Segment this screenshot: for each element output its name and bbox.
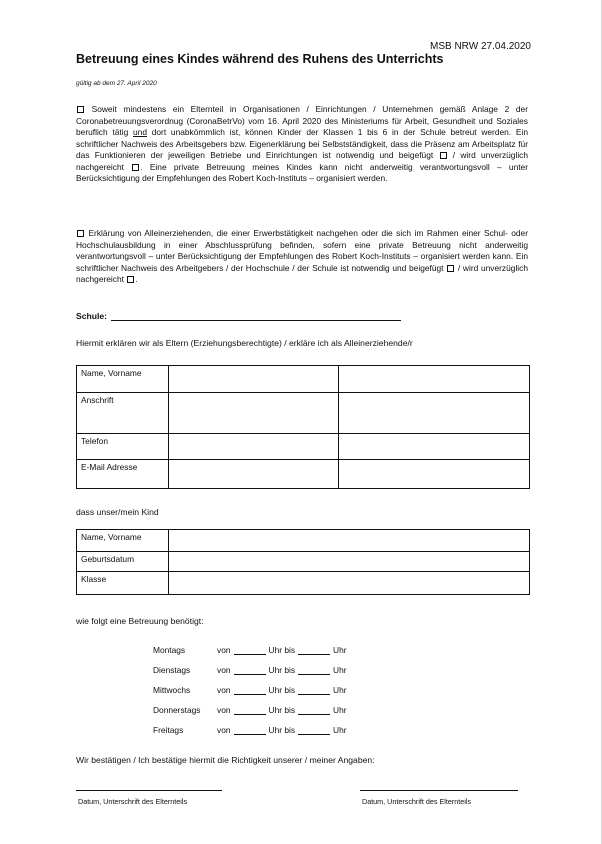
parent-name-label: Name, Vorname: [77, 366, 169, 393]
time-from-input[interactable]: [234, 646, 266, 655]
child-name-label: Name, Vorname: [77, 530, 169, 552]
day-label: Dienstags: [153, 665, 191, 675]
time-to-input[interactable]: [298, 706, 330, 715]
parent2-name-cell[interactable]: [339, 366, 530, 393]
essential-workers-checkbox[interactable]: [77, 106, 84, 113]
time-to-input[interactable]: [298, 686, 330, 695]
school-field: [76, 311, 401, 321]
child-class-label: Klasse: [77, 572, 169, 595]
time-from-input[interactable]: [234, 686, 266, 695]
child-birthdate-cell[interactable]: [169, 552, 530, 572]
parent-email-label: E-Mail Adresse: [77, 460, 169, 489]
parent2-phone-cell[interactable]: [339, 434, 530, 460]
parent1-phone-cell[interactable]: [169, 434, 339, 460]
schedule-row-thursday: Donnerstags von Uhr bis Uhr: [153, 705, 347, 715]
child-class-cell[interactable]: [169, 572, 530, 595]
time-from-input[interactable]: [234, 666, 266, 675]
proof-attached-checkbox[interactable]: [440, 152, 447, 159]
parent2-email-cell[interactable]: [339, 460, 530, 489]
schedule-row-wednesday: Mittwochs von Uhr bis Uhr: [153, 685, 347, 695]
schedule-intro: wie folgt eine Betreuung benötigt:: [76, 616, 204, 626]
option-essential-workers: Soweit mindestens ein Elternteil in Organisationen / Einrichtungen / Unternehmen gemäß Anlage 2 der Coronabetreuungsverordnug (CoronaBetrVo) vom 16. April 2020 des Ministeriums für Arbeit, Gesundheit und Soziales beruflich tätig und dort unabkömmlich ist, können Kinder der Klassen 1 bis 6 in der Schule betreut werden. Ein schriftlicher Nachweis des Arbeitsgebers bzw. Eigenerklärung bei Selbstständigkeit, dass die Präsenz am Arbeitsplatz für das Funktionieren der jeweiligen Betriebe und Einrichtungen ist notwendig und beigefügt / wird unverzüglich nachgereicht . Eine private Betreuung meines Kindes kann nicht anderweitig verantwortungsvoll – unter Berücksichtigung der Empfehlungen des Robert Koch-Instituts – organisiert werden.: [76, 104, 529, 183]
parent1-address-cell[interactable]: [169, 393, 339, 434]
day-label: Montags: [153, 645, 186, 655]
single-proof-later-checkbox[interactable]: [127, 276, 134, 283]
day-label: Mittwochs: [153, 685, 191, 695]
day-label: Freitags: [153, 725, 184, 735]
parent1-email-cell[interactable]: [169, 460, 339, 489]
document-title: Betreuung eines Kindes während des Ruhens des Unterrichts: [76, 52, 444, 66]
parents-table: [76, 365, 530, 489]
single-proof-attached-checkbox[interactable]: [447, 265, 454, 272]
valid-from-note: gültig ab dem 27. April 2020: [76, 80, 157, 87]
single-parent-checkbox[interactable]: [77, 230, 84, 237]
document-reference: MSB NRW 27.04.2020: [430, 41, 531, 52]
time-from-input[interactable]: [234, 706, 266, 715]
signature-line-right[interactable]: [360, 790, 518, 791]
school-input-line[interactable]: [111, 311, 401, 321]
parent-phone-label: Telefon: [77, 434, 169, 460]
signature-label-left: Datum, Unterschrift des Elternteils: [78, 797, 188, 806]
child-name-cell[interactable]: [169, 530, 530, 552]
schedule-row-monday: Montags von Uhr bis Uhr: [153, 645, 347, 655]
time-from-input[interactable]: [234, 726, 266, 735]
time-to-input[interactable]: [298, 646, 330, 655]
proof-later-checkbox[interactable]: [132, 164, 139, 171]
time-to-input[interactable]: [298, 726, 330, 735]
schedule-row-friday: Freitags von Uhr bis Uhr: [153, 725, 347, 735]
parent-address-label: Anschrift: [77, 393, 169, 434]
parents-intro: Hiermit erklären wir als Eltern (Erziehungsberechtigte) / erkläre ich als Alleinerziehende/r: [76, 338, 413, 348]
time-to-input[interactable]: [298, 666, 330, 675]
signature-label-right: Datum, Unterschrift des Elternteils: [362, 797, 472, 806]
confirmation-text: Wir bestätigen / Ich bestätige hiermit die Richtigkeit unserer / meiner Angaben:: [76, 755, 375, 765]
day-label: Donnerstags: [153, 705, 201, 715]
option-single-parents: Erklärung von Alleinerziehenden, die einer Erwerbstätigkeit nachgehen oder die sich im Rahmen einer Schul- oder Hochschulausbildung in einer Abschlussprüfung befinden, sofern eine private Betreuung nicht anderweitig verantwortungsvoll – unter Berücksichtigung der Empfehlungen des Robert Koch-Instituts – organisiert werden kann. Ein schriftlicher Nachweis des Arbeitgebers / der Hochschule / der Schule ist notwendig und beigefügt / wird unverzüglich nachgereicht .: [76, 228, 529, 284]
school-label: Schule:: [76, 311, 108, 321]
schedule-list: [153, 640, 347, 740]
parent1-name-cell[interactable]: [169, 366, 339, 393]
signature-line-left[interactable]: [76, 790, 222, 791]
parent2-address-cell[interactable]: [339, 393, 530, 434]
child-table: [76, 529, 530, 595]
child-birthdate-label: Geburtsdatum: [77, 552, 169, 572]
child-intro: dass unser/mein Kind: [76, 507, 159, 517]
schedule-row-tuesday: Dienstags von Uhr bis Uhr: [153, 665, 347, 675]
